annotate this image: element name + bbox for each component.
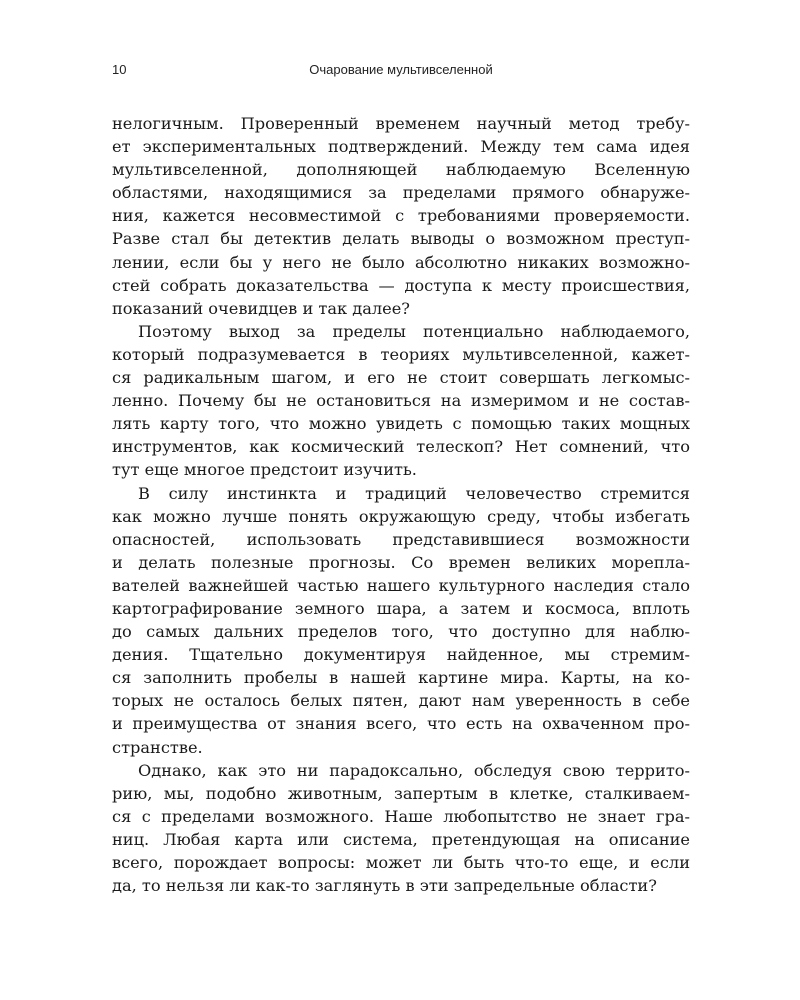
paragraph: [112, 320, 690, 482]
text-line: ния, кажется несовместимой с требованиями проверяемости.: [112, 206, 690, 226]
text-line: вателей важнейшей частью нашего культурного наследия стало: [112, 575, 690, 595]
text-line: Поэтому выход за пределы потенциально наблюдаемого,: [138, 321, 690, 341]
paragraph: [112, 112, 690, 320]
text-line: странстве.: [112, 737, 203, 757]
running-title: Очарование мультивселенной: [309, 62, 493, 77]
text-line: ся заполнить пробелы в нашей картине мира. Карты, на ко-: [112, 668, 690, 688]
text-line: ниц. Любая карта или система, претендующая на описание: [112, 829, 690, 849]
text-line: и преимущества от знания всего, что есть на охваченном про-: [112, 714, 690, 734]
text-line: В силу инстинкта и традиций человечество стремится: [138, 483, 690, 503]
text-line: ет экспериментальных подтверждений. Между тем сама идея: [112, 137, 690, 157]
text-line: рию, мы, подобно животным, запертым в клетке, сталкиваем-: [112, 783, 690, 803]
text-line: мультивселенной, дополняющей наблюдаемую Вселенную: [112, 160, 690, 180]
page-header: [112, 62, 690, 82]
page-number: 10: [112, 62, 127, 77]
text-line: торых не осталось белых пятен, дают нам уверенность в себе: [112, 691, 690, 711]
text-line: который подразумевается в теориях мультивселенной, кажет-: [112, 344, 690, 364]
text-line: Однако, как это ни парадоксально, обследуя свою террито-: [138, 760, 690, 780]
text-line: как можно лучше понять окружающую среду, чтобы избегать: [112, 506, 690, 526]
text-line: нелогичным. Проверенный временем научный метод требу-: [112, 114, 690, 133]
text-line: Разве стал бы детектив делать выводы о возможном преступ-: [112, 229, 690, 249]
paragraph: [112, 759, 690, 898]
text-line: всего, порождает вопросы: может ли быть что-то еще, и если: [112, 853, 690, 872]
text-line: ленно. Почему бы не остановиться на измеримом и не состав-: [112, 391, 690, 411]
text-line: ся с пределами возможного. Наше любопытство не знает гра-: [112, 806, 690, 826]
text-line: дения. Тщательно документируя найденное, мы стремим-: [112, 645, 690, 665]
text-line: инструментов, как космический телескоп? Нет сомнений, что: [112, 437, 690, 457]
text-line: ся радикальным шагом, и его не стоит совершать легкомыс-: [112, 368, 690, 388]
text-line: тут еще многое предстоит изучить.: [112, 460, 417, 480]
text-line: областями, находящимися за пределами прямого обнаруже-: [112, 183, 690, 203]
body-text: [112, 112, 690, 897]
text-line: опасностей, использовать представившиеся возможности: [112, 529, 690, 549]
text-line: да, то нельзя ли как-то заглянуть в эти запредельные области?: [112, 876, 657, 896]
text-line: лении, если бы у него не было абсолютно никаких возможно-: [112, 252, 690, 272]
text-line: лять карту того, что можно увидеть с помощью таких мощных: [112, 414, 690, 434]
text-line: до самых дальних пределов того, что доступно для наблю-: [112, 622, 690, 642]
paragraph: [112, 482, 690, 759]
text-line: и делать полезные прогнозы. Со времен великих морепла-: [112, 552, 690, 572]
text-line: показаний очевидцев и так далее?: [112, 298, 410, 318]
text-line: картографирование земного шара, а затем и космоса, вплоть: [112, 598, 690, 618]
text-line: стей собрать доказательства — доступа к месту происшествия,: [112, 275, 690, 295]
